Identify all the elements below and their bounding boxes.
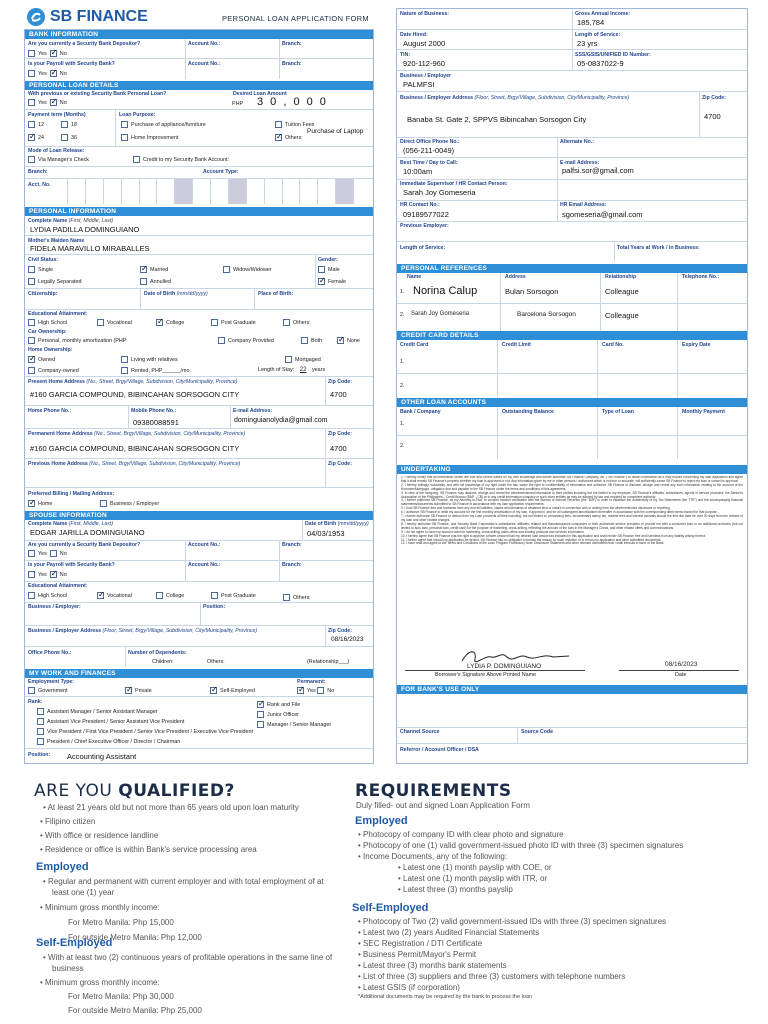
billing-label: Preferred Billing / Mailing Address: xyxy=(28,491,115,497)
qual-self-item: • With at least two (2) continuous years of profitable operations in the same line of business xyxy=(43,953,333,973)
form-title: PERSONAL LOAN APPLICATION FORM xyxy=(222,14,369,23)
call-value[interactable]: 10:00am xyxy=(403,167,433,176)
ref1-address[interactable]: Bulan Sorsogon xyxy=(505,287,559,296)
qual-item: • At least 21 years old but not more than 65 years old upon loan maturity xyxy=(43,803,299,812)
rank-am[interactable]: Assistant Manager / Senior Assistant Manager xyxy=(37,708,158,715)
requirements-subtitle: Duly filled- out and signed Loan Application Form xyxy=(356,801,530,810)
acct-no-boxes[interactable] xyxy=(67,179,371,204)
office-label: Direct Office Phone No.: xyxy=(400,139,460,145)
rank-manager[interactable]: Manager / Senior Manager xyxy=(257,721,331,728)
sss-value[interactable]: 05-0837022-9 xyxy=(577,59,624,68)
ut-p9: 9. I do not agree to have my account used for marketing, cross-selling, sales offers and sharing products and services information. xyxy=(401,529,585,534)
qual-emp-item: • Regular and permanent with current employer and with total employment of at least one (1) year xyxy=(43,877,324,897)
spouse-name[interactable]: EDGAR JARILLA DOMINGUIANO xyxy=(30,528,145,537)
present-zip[interactable]: 4700 xyxy=(330,390,347,399)
home-rented[interactable]: Rented, PHP______/mo. xyxy=(121,367,191,374)
spouse-edu-college[interactable]: College xyxy=(156,592,184,599)
bank-q2-yes[interactable] xyxy=(28,70,35,77)
spouse-zip-label: Zip Code: xyxy=(328,628,352,634)
edu-college[interactable]: ✓ College xyxy=(156,319,184,326)
right-form xyxy=(396,8,748,764)
signer-name: LYDIA P. DOMINGUIANO xyxy=(467,663,542,670)
bank-q2: Is your Payroll with Security Bank? xyxy=(28,61,115,67)
ref1-num: 1. xyxy=(400,289,405,295)
spouse-dob[interactable]: 04/03/1953 xyxy=(307,529,345,538)
gender-male[interactable]: Male xyxy=(318,266,340,273)
present-address[interactable]: #160 GARCIA COMPOUND, BIBINCAHAN SORSOGON CITY xyxy=(30,390,240,399)
requirements-title: REQUIREMENTS xyxy=(355,781,512,801)
qual-employed-list xyxy=(40,876,340,943)
date-hired-value[interactable]: August 2000 xyxy=(403,39,446,48)
bank-q1: Are you currently a Security Bank Depositor? xyxy=(28,41,141,47)
term-36[interactable]: 36 xyxy=(61,134,77,141)
ref1-name[interactable]: Norina Calup xyxy=(413,285,478,297)
prev-addr-label: Previous Home Address (No., Street, Brgy/Village, Subdivision, City/Municipality, Province) xyxy=(28,461,241,467)
spouse-branch2-label: Branch: xyxy=(282,562,302,568)
car-label: Car Ownership: xyxy=(28,329,67,335)
hr-email-value[interactable]: sgomeseria@gmail.com xyxy=(562,210,643,219)
call-label: Best Time / Day to Call: xyxy=(400,160,458,166)
ut-p8: 8. I hereby authorize SB Finance, and Security Bank Corporation's subsidiaries, affiliates, related and Bancassurance companies or their authorized service providers to provide me with a consumer loan or an additional product/s (but not limited to auto loan, personal loan, credit card) for the purpose of marketing, cross-selling, reflecting the amount of the loan in the Manager's Check, and other related offers and communications. xyxy=(401,521,743,530)
employer-address[interactable]: Banaba St. Gate 2, SPPVS Bibincahan Sorsogon City xyxy=(407,115,587,124)
ref2-rel[interactable]: Colleague xyxy=(605,311,639,320)
req-self-item: • Latest two (2) years Audited Financial Statements xyxy=(358,928,540,937)
spouse-header: SPOUSE INFORMATION xyxy=(25,511,373,520)
billing-home[interactable]: ✓Home xyxy=(28,500,52,507)
email-value[interactable]: dominguianolydia@gmail.com xyxy=(234,417,328,424)
qual-self-list xyxy=(40,952,340,1016)
refs-header: PERSONAL REFERENCES xyxy=(397,264,747,273)
qual-self-out: For outside Metro Manila: Php 25,000 xyxy=(68,1006,202,1015)
sb-logo-icon xyxy=(26,7,46,27)
qual-self-mm: For Metro Manila: Php 30,000 xyxy=(68,992,174,1001)
spouse-branch-label: Branch: xyxy=(282,542,302,548)
sign-date: 08/16/2023 xyxy=(665,661,698,668)
length-of-stay[interactable]: Length of Stay: 22 years xyxy=(258,367,326,373)
ref2-name[interactable]: Sarah Joy Gomeseria xyxy=(411,311,470,317)
rank-avp[interactable]: Assistant Vice President / Senior Assistant Vice President xyxy=(37,718,184,725)
work-header: MY WORK AND FINANCES xyxy=(25,669,373,678)
loan2-num: 2. xyxy=(400,443,405,449)
qualified-list xyxy=(40,802,340,855)
mothers-maiden-name[interactable]: FIDELA MARAVILLO MIRABALLES xyxy=(30,244,150,253)
employer-value[interactable]: PALMFSI xyxy=(403,80,435,89)
date-label: Date xyxy=(675,672,687,678)
loans-col-balance: Outstanding Balance xyxy=(502,409,554,415)
loans-col-type: Type of Loan xyxy=(602,409,634,415)
ut-p7: 7. I further authorize SB Finance to deduct from my Loan proceeds all fees including, but not limited to, processing fees, documentary stamp tax, notarial fees and interest accruals should the first due date be over 30 days from the release of my loan and other related charges. xyxy=(401,514,743,522)
zip-label: Zip Code: xyxy=(328,379,352,385)
bank-header: BANK INFORMATION xyxy=(25,30,373,39)
perm-zip-label: Zip Code: xyxy=(328,431,352,437)
sup-label: Immediate Supervisor / HR Contact Person: xyxy=(400,181,508,187)
home-mortgaged[interactable]: Mortgaged xyxy=(285,356,321,363)
term-24[interactable]: ✓24 xyxy=(28,134,44,141)
home-owned[interactable]: ✓Owned xyxy=(28,356,55,363)
qual-item: • Filipino citizen xyxy=(40,817,96,826)
ut-p11: 11. I further agree that should my application be denied, SB Finance has no obligation to furnish the reason for such rejection or to return my application and other submitted documents. xyxy=(401,537,662,542)
cards-col-no: Card No. xyxy=(602,342,624,348)
loans-col-monthly: Monthly Payment xyxy=(682,409,725,415)
req-emp-item: • Income Documents, any of the following: xyxy=(358,852,508,861)
gender-label: Gender: xyxy=(318,257,338,263)
left-form xyxy=(24,29,374,764)
spouse-position-label: Position: xyxy=(203,604,226,610)
addr-label: Present Home Address (No., Street, Brgy/Village, Subdivision, City/Municipality, Province) xyxy=(28,379,238,385)
rank-president[interactable]: President / Chief Executive Officer / Director / Chairman xyxy=(37,738,180,745)
alt-label: Alternate No.: xyxy=(560,139,595,145)
spouse-q2: Is your Payroll with Security Bank? xyxy=(28,562,115,568)
loans-col-bank: Bank / Company xyxy=(400,409,441,415)
qual-item: • With office or residence landline xyxy=(40,831,159,840)
ut-p10: 10. I hereby agree that SB Finance has the right to approve a fewer amount than my desired loan amount as indicated in this application and shall render SB Finance free and harmless from any liability arising thereof. xyxy=(401,533,707,538)
spouse-q1-yes[interactable] xyxy=(28,550,35,557)
personal-header: PERSONAL INFORMATION xyxy=(25,207,373,216)
los-value[interactable]: 23 yrs xyxy=(577,39,598,48)
bank-branch2-label: Branch: xyxy=(282,61,302,67)
req-emp-item: • Photocopy of one (1) valid government-issued photo ID with three (3) specimen signatures xyxy=(358,841,684,850)
rank-vp[interactable]: Vice President / First Vice President / Senior Vice President / Executive Vice President xyxy=(37,728,253,735)
home-company[interactable]: Company-owned xyxy=(28,367,79,374)
employer-label: Business / Employer xyxy=(400,73,452,79)
term-18[interactable]: 18 xyxy=(61,121,77,128)
source-label: Source Code xyxy=(521,729,553,735)
emp-type-label: Employment Type: xyxy=(28,679,75,685)
release-branch: Branch: xyxy=(28,169,48,175)
req-income-item: • Latest one (1) month payslip with ITR, or xyxy=(398,874,548,883)
date-hired-label: Date Hired: xyxy=(400,32,428,38)
car-both[interactable]: Both xyxy=(301,337,322,344)
spouse-baddr-label: Business / Employer Address (Floor, Street, Brgy/Village, Subdivision, City/Municipality, Province) xyxy=(28,628,258,634)
loan-header: PERSONAL LOAN DETAILS xyxy=(25,81,373,90)
req-self-list xyxy=(358,916,758,1000)
spouse-edu-label: Educational Attainment: xyxy=(28,583,88,589)
civil-annulled[interactable]: Annulled xyxy=(140,278,171,285)
civil-single[interactable]: Single xyxy=(28,266,53,273)
qual-emp-mm: For Metro Manila: Php 15,000 xyxy=(68,918,174,927)
brand-name: SB FINANCE xyxy=(50,8,148,25)
gender-female[interactable]: ✓Female xyxy=(318,278,346,285)
edu-pg[interactable]: Post Graduate xyxy=(211,319,256,326)
spouse-q1: Are you currently a Security Bank Depositor? xyxy=(28,542,141,548)
bank-branch-label: Branch: xyxy=(282,41,302,47)
bank-q1-yes[interactable] xyxy=(28,50,35,57)
mobile-label: Mobile Phone No.: xyxy=(131,408,177,414)
ut-p3: 3. In view of the foregoing, SB Finance may disclose, divulge and reveal the abovementioned information to third parties including but not limited to my employer, SB Finance's affiliates, subsidiaries, agents or service providers, the Banker's Association of the Philippines – Credit Bureau (BAP – CB) or to any credit information company or such other entities as may be allowed by law and required for competent authority. xyxy=(401,490,743,499)
loans-header: OTHER LOAN ACCOUNTS xyxy=(397,398,747,407)
cards-header: CREDIT CARD DETAILS xyxy=(397,331,747,340)
ut-p12: 12. I have read and agree to the Terms and Conditions of the Loan Program Promissory Note, Disclosure Statement and other relevant documents that I shall execute in favor of the Bank. xyxy=(401,541,665,546)
dob-label: Date of Birth (mm/dd/yyyy) xyxy=(144,291,208,297)
eaddr-zip-label: Zip Code: xyxy=(702,95,726,101)
purpose-others[interactable]: ✓Others: xyxy=(275,134,303,141)
income-value[interactable]: 185,784 xyxy=(577,18,605,27)
permanent-options: ✓Yes No xyxy=(297,687,334,694)
release-acct-no: Acct. No. xyxy=(28,182,51,188)
spouse-office-label: Office Phone No.: xyxy=(28,650,72,656)
req-emp-item: • Photocopy of company ID with clear photo and signature xyxy=(358,830,564,839)
bank-q1-no[interactable] xyxy=(50,50,57,57)
pob-label: Place of Birth: xyxy=(258,291,294,297)
cards-col-expiry: Expiry Date xyxy=(682,342,711,348)
spouse-name-label: Complete Name (First, Middle, Last) xyxy=(28,521,114,527)
undertaking-text xyxy=(401,476,743,650)
refs-col-tel: Telephone No.: xyxy=(682,274,720,280)
release-acct-type: Account Type: xyxy=(203,169,239,175)
total-years-label: Total Years at Work / in Business: xyxy=(617,245,700,251)
name-label: Complete Name (First, Middle, Last) xyxy=(28,218,114,224)
bankuse-header: FOR BANK'S USE ONLY xyxy=(397,685,747,694)
permanent-no[interactable] xyxy=(317,687,324,694)
bank-q1-options: Yes ✓ No xyxy=(28,50,67,57)
home-label: Home Ownership: xyxy=(28,347,73,353)
spouse-q1-options: Yes No xyxy=(28,550,67,557)
loan-q-no[interactable] xyxy=(50,99,57,106)
req-self-item: • Latest three (3) months bank statements xyxy=(358,961,507,970)
loan-q-options: Yes ✓ No xyxy=(28,99,67,106)
undertaking-header: UNDERTAKING xyxy=(397,465,747,474)
billing-business[interactable]: Business / Employer xyxy=(100,500,159,507)
loan-php: PHP xyxy=(232,101,244,107)
spouse-acct2-label: Account No.: xyxy=(188,562,221,568)
spouse-q2-yes[interactable] xyxy=(28,571,35,578)
home-relatives[interactable]: Living with relatives xyxy=(121,356,178,363)
rank-junior[interactable]: Junior Officer xyxy=(257,711,299,718)
position-value[interactable]: Accounting Assistant xyxy=(67,752,137,761)
qual-emp-item: • Minimum gross monthly income: xyxy=(40,903,160,912)
applicant-name[interactable]: LYDIA PADILLA DOMINGUIANO xyxy=(30,225,140,234)
term-12[interactable]: 12 xyxy=(28,121,44,128)
spouse-edu-pg[interactable]: Post Graduate xyxy=(211,592,256,599)
cards-col-limit: Credit Limit xyxy=(502,342,531,348)
dependents-label: Number of Dependents: xyxy=(128,650,187,656)
req-self-item: • List of three (3) suppliers and three (3) customers with telephone numbers xyxy=(358,972,626,981)
civil-married[interactable]: ✓ Married xyxy=(140,266,168,273)
los-label: Length of Service: xyxy=(575,32,621,38)
bank-acct-label: Account No.: xyxy=(188,41,221,47)
nature-label: Nature of Business: xyxy=(400,11,450,17)
req-self-item: • Latest GSIS (if corporation) xyxy=(358,983,460,992)
purpose-appliance[interactable]: Purchase of appliance/furniture xyxy=(121,121,206,128)
spouse-acct-label: Account No.: xyxy=(188,542,221,548)
bank-q2-options: Yes ✓ No xyxy=(28,70,67,77)
edu-voc[interactable]: Vocational xyxy=(97,319,132,326)
car-personal[interactable]: Personal, monthly amortization (PHP xyxy=(28,337,126,344)
release-credit[interactable]: Credit to my Security Bank Account: xyxy=(133,156,229,163)
loan-q: With previous or existing Security Bank Personal Loan? xyxy=(28,91,167,97)
dependents-children: Children: xyxy=(152,659,174,665)
position-label: Position: xyxy=(28,752,51,758)
permanent-label: Permanent: xyxy=(297,679,326,685)
bank-acct2-label: Account No.: xyxy=(188,61,221,67)
income-label: Gross Annual Income: xyxy=(575,11,631,17)
spouse-zip-date[interactable]: 08/16/2023 xyxy=(331,636,364,643)
civil-widow[interactable]: Widow/Widower xyxy=(223,266,272,273)
perm-label: Permanent Home Address (No., Street, Brgy/Village, Subdivision, City/Municipality, Province) xyxy=(28,431,246,437)
civil-label: Civil Status: xyxy=(28,257,58,263)
dependents-relationship: (Relationship___) xyxy=(307,659,350,665)
req-self-item: • Business Permit/Mayor's Permit xyxy=(358,950,477,959)
emp-government[interactable]: Government xyxy=(28,687,68,694)
release-label: Mode of Loan Release: xyxy=(28,148,85,154)
release-check[interactable]: Via Manager's Check xyxy=(28,156,89,163)
cards-col-card: Credit Card xyxy=(400,342,429,348)
purpose-home[interactable]: Home Improvement xyxy=(121,134,178,141)
ut-p5: 5. I hold SB Finance free and harmless from any and all liabilities, claims and demands of whatever kind or nature in connection with or arising from the aforementioned disclosure or reporting. xyxy=(401,506,671,511)
ut-p4: 4. I further authorize SB Finance, as my Attorney-in-Fact, to conduct random verification with the Bureau of Internal Revenue (the "BIR") in order to establish the authenticity of my Tax Statements (the "ITR") and the accompanying financial statements/documents submitted to SB Finance in accordance with my loan application requirements. xyxy=(401,498,743,507)
supervisor-value[interactable]: Sarah Joy Gomeseria xyxy=(403,188,476,197)
edu-hs[interactable]: High School xyxy=(28,319,67,326)
hr-contact-value[interactable]: 09189577022 xyxy=(403,210,449,219)
prev-zip-label: Zip Code: xyxy=(328,461,352,467)
qual-employed-title: Employed xyxy=(36,861,89,873)
right-email-label: E-mail Address: xyxy=(560,160,600,166)
spouse-q2-options: Yes ✓ No xyxy=(28,571,67,578)
prev-los-label: Length of Service: xyxy=(400,245,446,251)
sign-label: Borrower's Signature Above Printed Name xyxy=(435,672,537,678)
citizenship-label: Citizenship: xyxy=(28,291,58,297)
ut-p1: 1. I hereby certify that all information herein are true and correct based on my own knowledge and further authorize SB Finance Company, Inc. ("SB Finance") to obtain information as it may require concerning my loan application and agree that it shall remain SB Finance's property whether my loan is approved or not. Any information given by me or other persons I authorized which is not true or accurate, will sufficiently cause SB Finance to reject my loan or cancel its approval. xyxy=(401,476,743,483)
card1-num: 1. xyxy=(400,359,405,365)
rank-file[interactable]: ✓Rank and File xyxy=(257,701,300,708)
refs-col-rel: Relationship xyxy=(605,274,637,280)
purpose-tuition[interactable]: Tuition Fees xyxy=(275,121,314,128)
qual-self-title: Self-Employed xyxy=(36,937,113,949)
permanent-zip[interactable]: 4700 xyxy=(330,444,347,453)
spouse-edu-others[interactable]: Others: xyxy=(283,594,311,601)
referror-label: Referror / Account Officer / DSA xyxy=(400,747,479,753)
employer-email[interactable]: palfsi.sor@gmail.com xyxy=(562,166,634,175)
emp-self[interactable]: ✓ Self-Employed xyxy=(210,687,255,694)
emp-private[interactable]: ✓ Private xyxy=(125,687,152,694)
edu-others[interactable]: Others: xyxy=(283,319,311,326)
hrc-label: HR Contact No.: xyxy=(400,202,440,208)
refs-col-address: Address xyxy=(505,274,526,280)
bank-q2-no[interactable] xyxy=(50,70,57,77)
hre-label: HR Email Address: xyxy=(560,202,607,208)
channel-label: Channel Source xyxy=(400,729,440,735)
spouse-edu-voc[interactable]: ✓ Vocational xyxy=(97,592,132,599)
mobile-number[interactable]: 09380088591 xyxy=(133,418,179,427)
qualified-title: ARE YOU QUALIFIED? xyxy=(34,781,235,801)
req-income-item: • Latest three (3) months payslip xyxy=(398,885,513,894)
car-company[interactable]: Company Provided xyxy=(218,337,274,344)
loan-amount[interactable]: 3 0 , 0 0 0 xyxy=(257,96,328,108)
req-self-item: • Photocopy of Two (2) valid government-issued IDs with three (3) specimen signatures xyxy=(358,917,667,926)
qual-emp-out: For outside Metro Manila: Php 12,000 xyxy=(68,933,202,942)
ref2-num: 2. xyxy=(400,312,405,318)
brand-logo xyxy=(26,7,166,27)
rank-label: Rank: xyxy=(28,699,43,705)
qual-self-item: • Minimum gross monthly income: xyxy=(40,978,160,987)
sss-label: SSS/GSIS/UNIFIED ID Number: xyxy=(575,52,651,58)
refs-col-name: Name xyxy=(407,274,422,280)
req-self-title: Self-Employed xyxy=(352,902,429,914)
mmn-label: Mother's Maiden Name xyxy=(28,238,85,244)
purpose-others-value[interactable]: Purchase of Laptop xyxy=(307,128,364,135)
permanent-yes[interactable] xyxy=(297,687,304,694)
prev-employer-label: Previous Employer: xyxy=(400,223,449,229)
eaddr-label: Business / Employer Address (Floor, Street, Brgy/Village, Subdivision, City/Municipality, Province) xyxy=(400,95,630,101)
ut-p2: 2. I hereby willingly, voluntarily, and with full knowledge of my right under the law, waive the right to confidentiality of information and authorize SB Finance to disclose, divulge and reveal any such information relating to the account of the Borrower/Mortgagor, obligation due and payable to the SB Finance under the terms and conditions of this agreement. xyxy=(401,482,743,491)
qual-item: • Residence or office is within Bank's service processing area xyxy=(40,845,257,854)
req-employed-list xyxy=(358,829,758,895)
civil-separated[interactable]: Legally Separated xyxy=(28,278,81,285)
ut-p6: 6. I authorize SB Finance to debit my account for the first monthly amortization of my loan, if approved, and for all subsequent amortizations thereafter in accordance with the corresponding debit memo issued for that purpose. xyxy=(401,510,718,515)
spouse-q1-no[interactable] xyxy=(50,550,57,557)
spouse-q2-no[interactable] xyxy=(50,571,57,578)
ref2-address[interactable]: Barcelona Sorsogon xyxy=(517,311,576,318)
email-label: E-mail Address: xyxy=(233,408,273,414)
tin-value[interactable]: 920-112-960 xyxy=(403,59,445,68)
req-employed-title: Employed xyxy=(355,815,408,827)
loan1-num: 1. xyxy=(400,421,405,427)
spouse-edu-hs[interactable]: High School xyxy=(28,592,67,599)
car-none[interactable]: ✓ None xyxy=(337,337,360,344)
loan-q-yes[interactable] xyxy=(28,99,35,106)
req-note: *Additional documents may be required by the bank to process the loan xyxy=(358,994,532,1000)
req-self-item: • SEC Registration / DTI Certificate xyxy=(358,939,483,948)
purpose-label: Loan Purpose: xyxy=(119,112,156,118)
loan-amount-label: Desired Loan Amount xyxy=(233,91,287,97)
spouse-business-label: Business / Employer: xyxy=(28,604,81,610)
edu-label: Educational Attainment: xyxy=(28,311,88,317)
ref1-rel[interactable]: Colleague xyxy=(605,287,639,296)
permanent-address[interactable]: #160 GARCIA COMPOUND, BIBINCAHAN SORSOGON CITY xyxy=(30,444,240,453)
dependents-others: Others: xyxy=(207,659,225,665)
employer-zip[interactable]: 4700 xyxy=(704,112,721,121)
term-label: Payment term (Months) xyxy=(28,112,86,118)
office-value[interactable]: (056-211-0049) xyxy=(403,146,455,155)
spouse-dob-label: Date of Birth (mm/dd/yyyy) xyxy=(305,521,369,527)
tin-label: TIN: xyxy=(400,52,411,58)
req-income-item: • Latest one (1) month payslip with COE, or xyxy=(398,863,552,872)
home-phone-label: Home Phone No.: xyxy=(28,408,72,414)
card2-num: 2. xyxy=(400,383,405,389)
